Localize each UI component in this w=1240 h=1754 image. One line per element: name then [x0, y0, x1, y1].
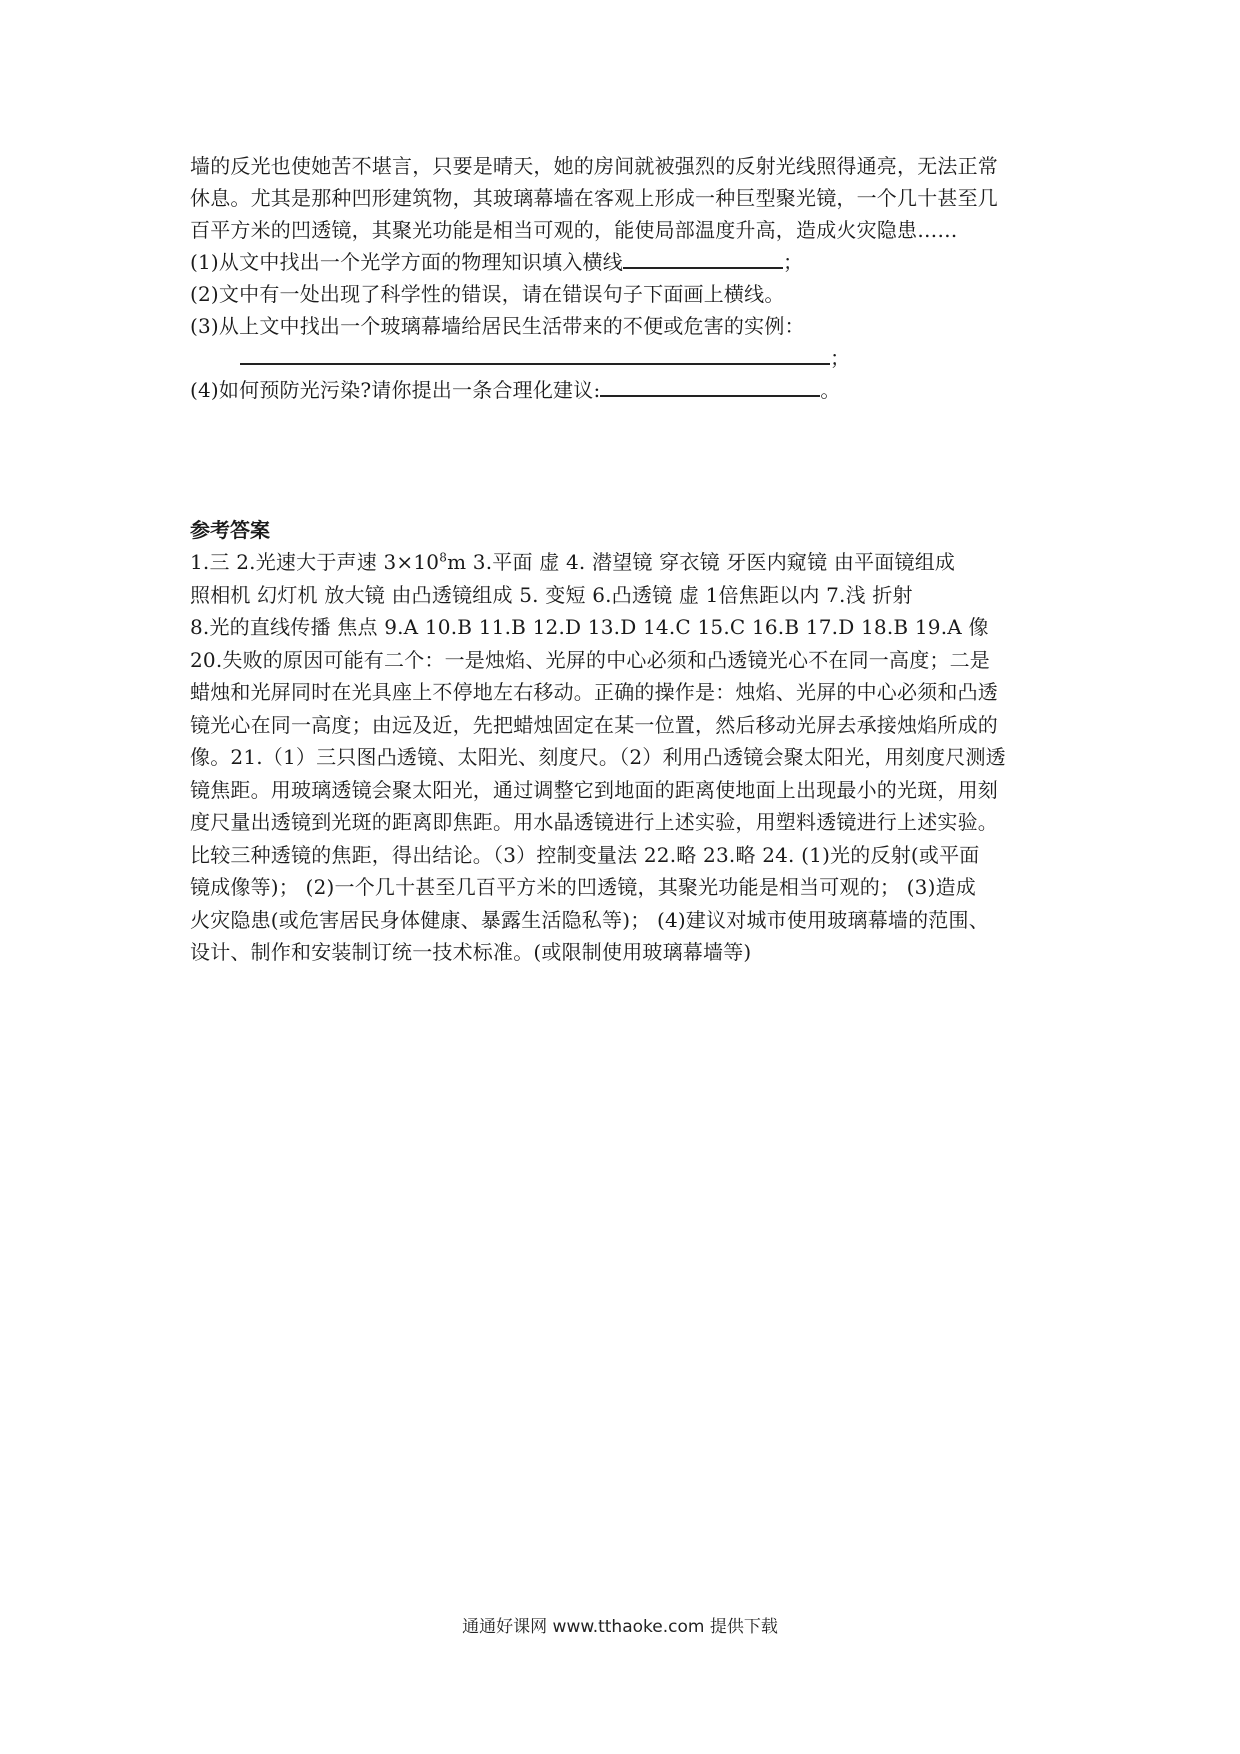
answer-line: 照相机 幻灯机 放大镜 由凸透镜组成 5. 变短 6.凸透镜 虚 1倍焦距以内 7.浅 折射 [190, 582, 913, 607]
question-2 [190, 278, 1060, 310]
answer-blank-1[interactable] [623, 247, 783, 269]
answer-line: 镜焦距。用玻璃透镜会聚太阳光，通过调整它到地面的距离使地面上出现最小的光斑，用刻 [190, 777, 998, 802]
passage-line: 百平方米的凹透镜，其聚光功能是相当可观的，能使局部温度升高，造成火灾隐患…… [190, 218, 958, 242]
question-3 [190, 310, 1060, 342]
answer-line: 20.失败的原因可能有二个：一是烛焰、光屏的中心必须和凸透镜光心不在同一高度；二是 [190, 647, 991, 672]
answer-line: 度尺量出透镜到光斑的距离即焦距。用水晶透镜进行上述实验，用塑料透镜进行上述实验。 [190, 810, 998, 834]
answer-line: 像。21.（1）三只图凸透镜、太阳光、刻度尺。（2）利用凸透镜会聚太阳光，用刻度尺测透 [190, 745, 1006, 769]
question-3-end: ； [830, 346, 851, 370]
passage-line: 墙的反光也使她苦不堪言，只要是晴天，她的房间就被强烈的反射光线照得通亮，无法正常 [190, 154, 998, 178]
question-1-text: (1)从文中找出一个光学方面的物理知识填入横线 [190, 250, 623, 274]
answer-blank-4[interactable] [600, 375, 820, 397]
answer-line: 火灾隐患(或危害居民身体健康、暴露生活隐私等)； (4)建议对城市使用玻璃幕墙的范围、 [190, 907, 989, 932]
question-4-end: 。 [820, 378, 841, 402]
answer-line [190, 546, 1060, 579]
question-4-text: (4)如何预防光污染?请你提出一条合理化建议: [190, 378, 601, 402]
questions [190, 246, 1060, 406]
answer-line-1-post: m 3.平面 虚 4. 潜望镜 穿衣镜 牙医内窥镜 由平面镜组成 [447, 550, 956, 574]
answer-line: 8.光的直线传播 焦点 9.A 10.B 11.B 12.D 13.D 14.C 15.C 16.B 17.D 18.B 19.A 像 [190, 615, 989, 639]
question-1-end: ； [782, 250, 804, 274]
answer-blank-3[interactable] [240, 343, 830, 365]
document-page [190, 150, 1060, 969]
spacer [190, 406, 1060, 502]
answer-line: 镜成像等)； (2)一个几十甚至几百平方米的凹透镜，其聚光功能是相当可观的； (3)造成 [190, 875, 976, 899]
answer-line: 蜡烛和光屏同时在光具座上不停地左右移动。正确的操作是：烛焰、光屏的中心必须和凸透 [190, 680, 998, 704]
answer-section [190, 514, 1060, 969]
question-2-text: (2)文中有一处出现了科学性的错误，请在错误句子下面画上横线。 [190, 282, 785, 306]
page-footer: 通通好课网 www.tthaoke.com 提供下载 [462, 1617, 778, 1637]
answer-line: 比较三种透镜的焦距，得出结论。（3）控制变量法 22.略 23.略 24. (1)光的反射(或平面 [190, 842, 980, 867]
question-3-text: (3)从上文中找出一个玻璃幕墙给居民生活带来的不便或危害的实例： [190, 314, 805, 338]
answer-line: 设计、制作和安装制订统一技术标准。(或限制使用玻璃幕墙等) [190, 940, 752, 964]
question-3-blank-line [190, 342, 1060, 374]
answer-line: 镜光心在同一高度；由远及近，先把蜡烛固定在某一位置，然后移动光屏去承接烛焰所成的 [190, 712, 998, 737]
question-1 [190, 246, 1060, 278]
answer-title: 参考答案 [190, 518, 270, 542]
exponent: 8 [439, 550, 448, 565]
answer-line-1-pre: 1.三 2.光速大于声速 3×10 [190, 550, 440, 574]
question-4 [190, 374, 1060, 406]
passage [190, 150, 1060, 246]
passage-line: 休息。尤其是那种凹形建筑物，其玻璃幕墙在客观上形成一种巨型聚光镜，一个几十甚至几 [190, 186, 998, 210]
